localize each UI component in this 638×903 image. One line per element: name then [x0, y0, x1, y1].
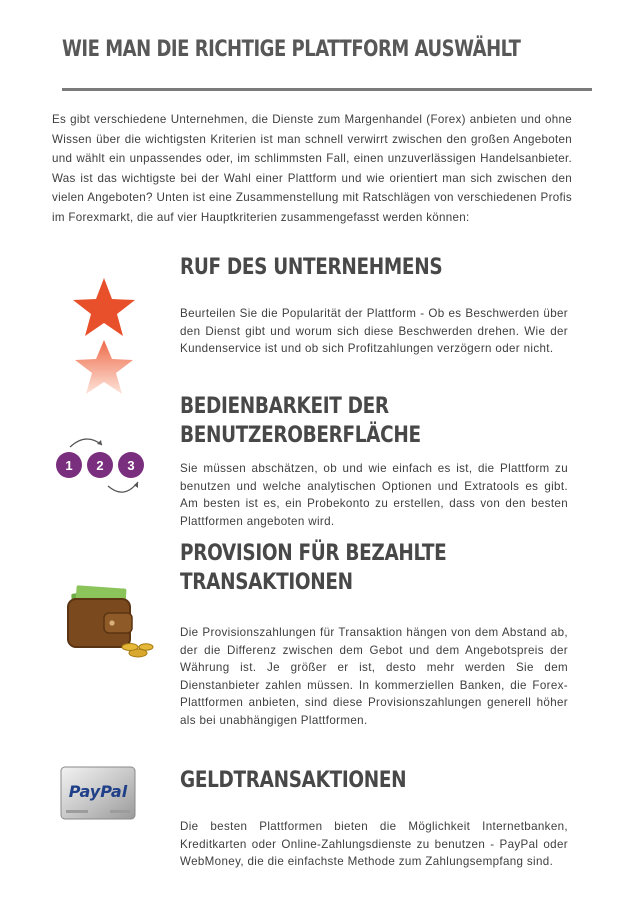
section-text-commission: Die Provisionszahlungen für Transaktion hängen von dem Abstand ab, der die Differenz zwischen dem Gebot und dem Angebotspreis der Währung ist. Je größer er ist, desto mehr werden Sie dem Dienstanbieter zahlen müssen. In kommerziellen Banken, die Forex-Plattformen anbieten, sind diese Provisionszahlungen generell höher als bei unabhängigen Plattformen.: [180, 626, 568, 727]
section-title-commission: PROVISION FÜR BEZAHLTE TRANSAKTIONEN: [180, 540, 447, 595]
section-title-usability: BEDIENBARKEIT DER BENUTZEROBERFLÄCHE: [180, 393, 421, 448]
step-label: 3: [127, 458, 135, 473]
star-icon: [72, 276, 136, 406]
wallet-icon: [60, 585, 156, 665]
card-brand-label: PayPal: [68, 782, 128, 801]
step-label: 2: [96, 458, 104, 473]
step-label: 1: [65, 458, 73, 473]
title-divider: [62, 88, 592, 91]
page-title: WIE MAN DIE RICHTIGE PLATTFORM AUSWÄHLT: [62, 36, 521, 62]
section-text-reputation: Beurteilen Sie die Popularität der Plattform - Ob es Beschwerden über den Dienst gibt und worum sich diese Beschwerden drehen. Wie der Kundenservice ist und ob sich Profitzahlungen verzögern oder nicht.: [180, 307, 568, 356]
steps-icon: [52, 430, 148, 500]
section-title-money-transactions: GELDTRANSAKTIONEN: [180, 767, 407, 793]
section-title-reputation: RUF DES UNTERNEHMENS: [180, 254, 443, 280]
paypal-card-icon: [60, 766, 136, 820]
section-text-money-transactions: Die besten Plattformen bieten die Möglichkeit Internetbanken, Kreditkarten oder Online-Zahlungsdienste zu benutzen - PayPal oder WebMoney, die die einfachste Methode zum Zahlungsempfang sind.: [180, 820, 568, 869]
section-text-usability: Sie müssen abschätzen, ob und wie einfach es ist, die Plattform zu benutzen und welche analytischen Optionen und Extratools es gibt. Am besten ist es, ein Probekonto zu erstellen, dass von den besten Plattformen angeboten wird.: [180, 462, 568, 528]
intro-paragraph: Es gibt verschiedene Unternehmen, die Dienste zum Margenhandel (Forex) anbieten und ohne Wissen über die wichtigsten Kriterien ist man schnell verwirrt zwischen den großen Angeboten und wählt ein unpassendes oder, im schlimmsten Fall, einen unzuverlässigen Handelsanbieter. Was ist das wichtigste bei der Wahl einer Plattform und wie orientiert man sich zwischen den vielen Angeboten? Unten ist eine Zusammenstellung mit Ratschlägen von verschiedenen Profis im Forexmarkt, die auf vier Hauptkriterien zusammengefasst werden können:: [52, 113, 572, 224]
